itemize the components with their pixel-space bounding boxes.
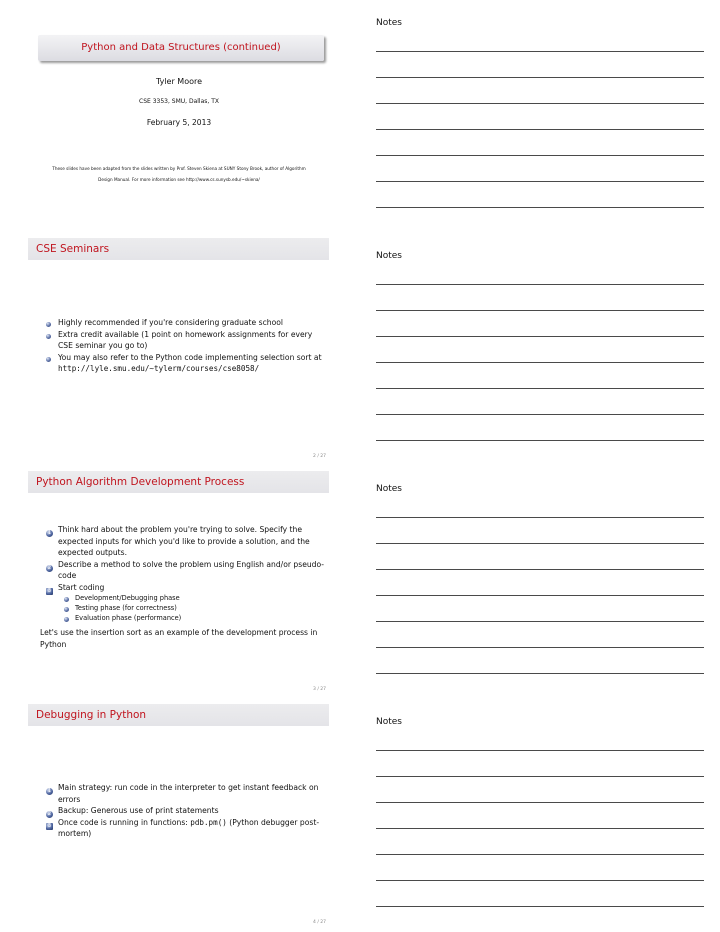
number-3-icon: 3: [47, 822, 52, 829]
note-line: [376, 621, 704, 622]
list-item: 2 Backup: Generous use of print statements: [47, 806, 219, 817]
note-line: [376, 336, 704, 337]
note-line: [376, 77, 704, 78]
number-1-icon: 1: [47, 788, 52, 794]
code-snippet: pdb.pm(): [190, 817, 227, 827]
note-line: [376, 776, 704, 777]
note-line: [376, 543, 704, 544]
page-number: 2 / 27: [313, 454, 326, 459]
note-line: [376, 207, 704, 208]
note-line: [376, 517, 704, 518]
slide-2-title: CSE Seminars: [28, 238, 329, 260]
slide-3-list: [28, 524, 328, 650]
list-item: Extra credit available (1 point on homework assignments for every CSE seminar you go to): [28, 329, 328, 352]
closing-text: Let's use the insertion sort as an example of the development process in Python: [40, 628, 318, 649]
note-line: [376, 802, 704, 803]
slide-4-title: Debugging in Python: [28, 704, 329, 726]
sub-list-item: Testing phase (for correctness): [28, 603, 328, 613]
notes-label: Notes: [376, 717, 402, 727]
list-item: Highly recommended if you're considering graduate school: [28, 317, 328, 329]
list-item: 1 Think hard about the problem you're trying to solve. Specify the expected inputs for which you'd like to provide a solution, and the expected outputs.: [47, 525, 310, 557]
slide-3-title: Python Algorithm Development Process: [28, 471, 329, 493]
note-line: [376, 906, 704, 907]
sub-list-item: Development/Debugging phase: [28, 593, 328, 603]
number-2-icon: 2: [47, 811, 52, 817]
notes-label: Notes: [376, 251, 402, 261]
page-number: 3 / 27: [313, 687, 326, 692]
note-line: [376, 155, 704, 156]
slide-2-bullets: [28, 317, 328, 375]
sub-list-item: Evaluation phase (performance): [28, 613, 328, 623]
note-line: [376, 414, 704, 415]
list-item: 1 Main strategy: run code in the interpreter to get instant feedback on errors: [47, 783, 319, 804]
course-url-link[interactable]: http://lyle.smu.edu/~tylerm/courses/cse8058/: [58, 364, 260, 373]
note-line: [376, 595, 704, 596]
author: Tyler Moore: [155, 77, 203, 86]
number-2-icon: 2: [47, 564, 52, 571]
note-line: [376, 388, 704, 389]
note-line: [376, 129, 704, 130]
note-line: [376, 51, 704, 52]
note-line: [376, 673, 704, 674]
list-item: 3 Once code is running in functions: pdb.pm() (Python debugger post-mortem): [47, 817, 320, 838]
slide-4: [28, 704, 330, 929]
note-line: [376, 854, 704, 855]
slide-1: [28, 35, 330, 225]
number-3-icon: 3: [47, 587, 52, 594]
slide-3: [28, 471, 330, 696]
note-line: [376, 181, 704, 182]
slide-4-list: [28, 782, 328, 840]
bullet-icon: [64, 615, 69, 625]
bullet-icon: [46, 354, 51, 366]
date: February 5, 2013: [146, 118, 212, 127]
note-line: [376, 440, 704, 441]
note-line: [376, 647, 704, 648]
note-line: [376, 362, 704, 363]
number-1-icon: 1: [47, 530, 52, 536]
bullet-icon: [46, 331, 51, 343]
slide-2: [28, 238, 330, 463]
credit-line-1: These slides have been adapted from the slides written by Prof. Steven Skiena at SUNY Stony Brook, author of Algorithm: [52, 166, 306, 171]
list-item: 3 Start coding: [47, 582, 105, 594]
note-line: [376, 103, 704, 104]
credit-line-2: Design Manual. For more information see http://www.cs.sunysb.edu/~skiena/: [98, 177, 260, 182]
notes-label: Notes: [376, 484, 402, 494]
note-line: [376, 750, 704, 751]
notes-label: Notes: [376, 18, 402, 28]
affiliation: CSE 3353, SMU, Dallas, TX: [139, 98, 219, 105]
note-line: [376, 284, 704, 285]
page-number: 4 / 27: [313, 920, 326, 925]
list-item: You may also refer to the Python code implementing selection sort at http://lyle.smu.edu/~tylerm/courses/cse8058/: [28, 352, 328, 375]
note-line: [376, 310, 704, 311]
note-line: [376, 880, 704, 881]
list-item: 2 Describe a method to solve the problem using English and/or pseudo-code: [47, 559, 325, 580]
slide-1-title: Python and Data Structures (continued): [38, 35, 324, 61]
note-line: [376, 828, 704, 829]
note-line: [376, 569, 704, 570]
